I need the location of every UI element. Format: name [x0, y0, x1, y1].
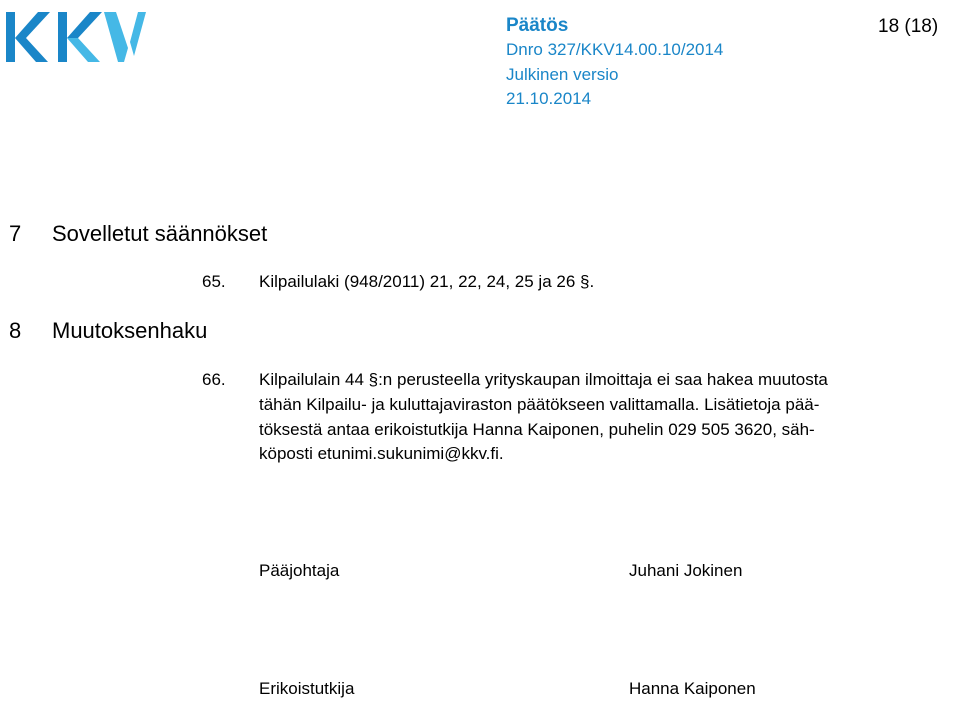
document-type: Päätös	[506, 15, 569, 36]
paragraph-66-line-2: tähän Kilpailu- ja kuluttajaviraston päätökseen valittamalla. Lisätietoja pää-	[259, 395, 820, 414]
signature-role-2: Erikoistutkija	[259, 679, 355, 698]
section-8-title: Muutoksenhaku	[52, 318, 208, 343]
document-date: 21.10.2014	[506, 89, 592, 108]
version-label: Julkinen versio	[506, 65, 619, 84]
kkv-logo	[4, 8, 146, 66]
section-7-number: 7	[9, 221, 22, 246]
paragraph-66-number: 66.	[202, 370, 226, 389]
signature-name-1: Juhani Jokinen	[629, 561, 743, 580]
section-8-number: 8	[9, 318, 22, 343]
paragraph-65-number: 65.	[202, 272, 226, 291]
signature-name-2: Hanna Kaiponen	[629, 679, 756, 698]
paragraph-66-line-4: köposti etunimi.sukunimi@kkv.fi.	[259, 444, 504, 463]
paragraph-65-text: Kilpailulaki (948/2011) 21, 22, 24, 25 ja 26 §.	[259, 272, 595, 291]
paragraph-66-line-3: töksestä antaa erikoistutkija Hanna Kaiponen, puhelin 029 505 3620, säh-	[259, 420, 815, 439]
section-7-title: Sovelletut säännökset	[52, 221, 268, 246]
paragraph-66-line-1: Kilpailulain 44 §:n perusteella yrityskaupan ilmoittaja ei saa hakea muutosta	[259, 370, 828, 389]
signature-role-1: Pääjohtaja	[259, 561, 340, 580]
page-number: 18 (18)	[878, 16, 939, 37]
dnro: Dnro 327/KKV14.00.10/2014	[506, 40, 724, 59]
